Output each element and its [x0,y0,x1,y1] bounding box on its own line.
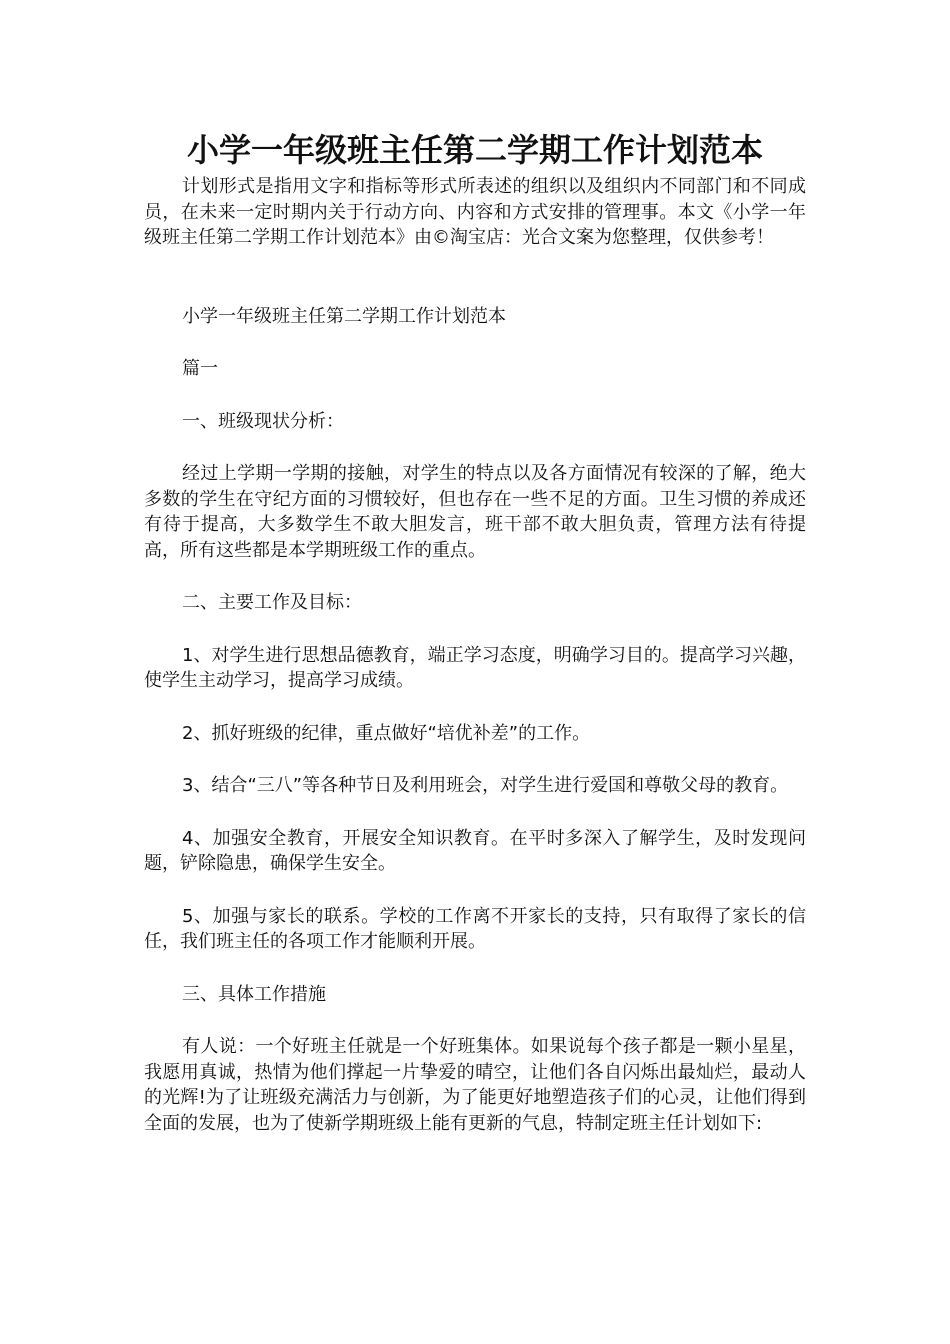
goal-item-2: 2、抓好班级的纪律，重点做好“培优补差”的工作。 [182,722,591,744]
section1-body: 经过上学期一学期的接触，对学生的特点以及各方面情况有较深的了解，绝大多数的学生在守纪方面的习惯较好，但也存在一些不足的方面。卫生习惯的养成还有待于提高，大多数学生不敢大胆发言，班干部不敢大胆负责，管理方法有待提高，所有这些都是本学期班级工作的重点。 [144,463,806,561]
intro-paragraph: 计划形式是指用文字和指标等形式所表述的组织以及组织内不同部门和不同成员，在未来一定时期内关于行动方向、内容和方式安排的管理事。本文《小学一年级班主任第二学期工作计划范本》由©淘宝店：光合文案为您整理，仅供参考！ [144,176,806,248]
subtitle: 小学一年级班主任第二学期工作计划范本 [182,305,506,327]
section2-heading: 二、主要工作及目标： [182,592,362,613]
goal-item-4: 4、加强安全教育，开展安全知识教育。在平时多深入了解学生，及时发现问题，铲除隐患，确保学生安全。 [144,827,806,874]
section3-body: 有人说：一个好班主任就是一个好班集体。如果说每个孩子都是一颗小星星，我愿用真诚，热情为他们撑起一片挚爱的晴空，让他们各自闪烁出最灿烂，最动人的光辉!为了让班级充满活力与创新，为了能更好地塑造孩子们的心灵，让他们得到全面的发展，也为了使新学期班级上能有更新的气息，特制定班主任计划如下: [144,1036,806,1134]
part-label: 篇一 [182,358,218,379]
goal-item-5: 5、加强与家长的联系。学校的工作离不开家长的支持，只有取得了家长的信任，我们班主任的各项工作才能顺利开展。 [144,905,806,952]
document-body [144,174,806,1136]
goal-item-3: 3、结合“三八”等各种节日及利用班会，对学生进行爱国和尊敬父母的教育。 [182,775,789,796]
section3-heading: 三、具体工作措施 [182,983,326,1005]
goal-item-1: 1、对学生进行思想品德教育，端正学习态度，明确学习目的。提高学习兴趣，使学生主动学习，提高学习成绩。 [144,644,806,691]
document-title: 小学一年级班主任第二学期工作计划范本 [186,131,763,169]
section1-heading: 一、班级现状分析： [182,410,344,432]
